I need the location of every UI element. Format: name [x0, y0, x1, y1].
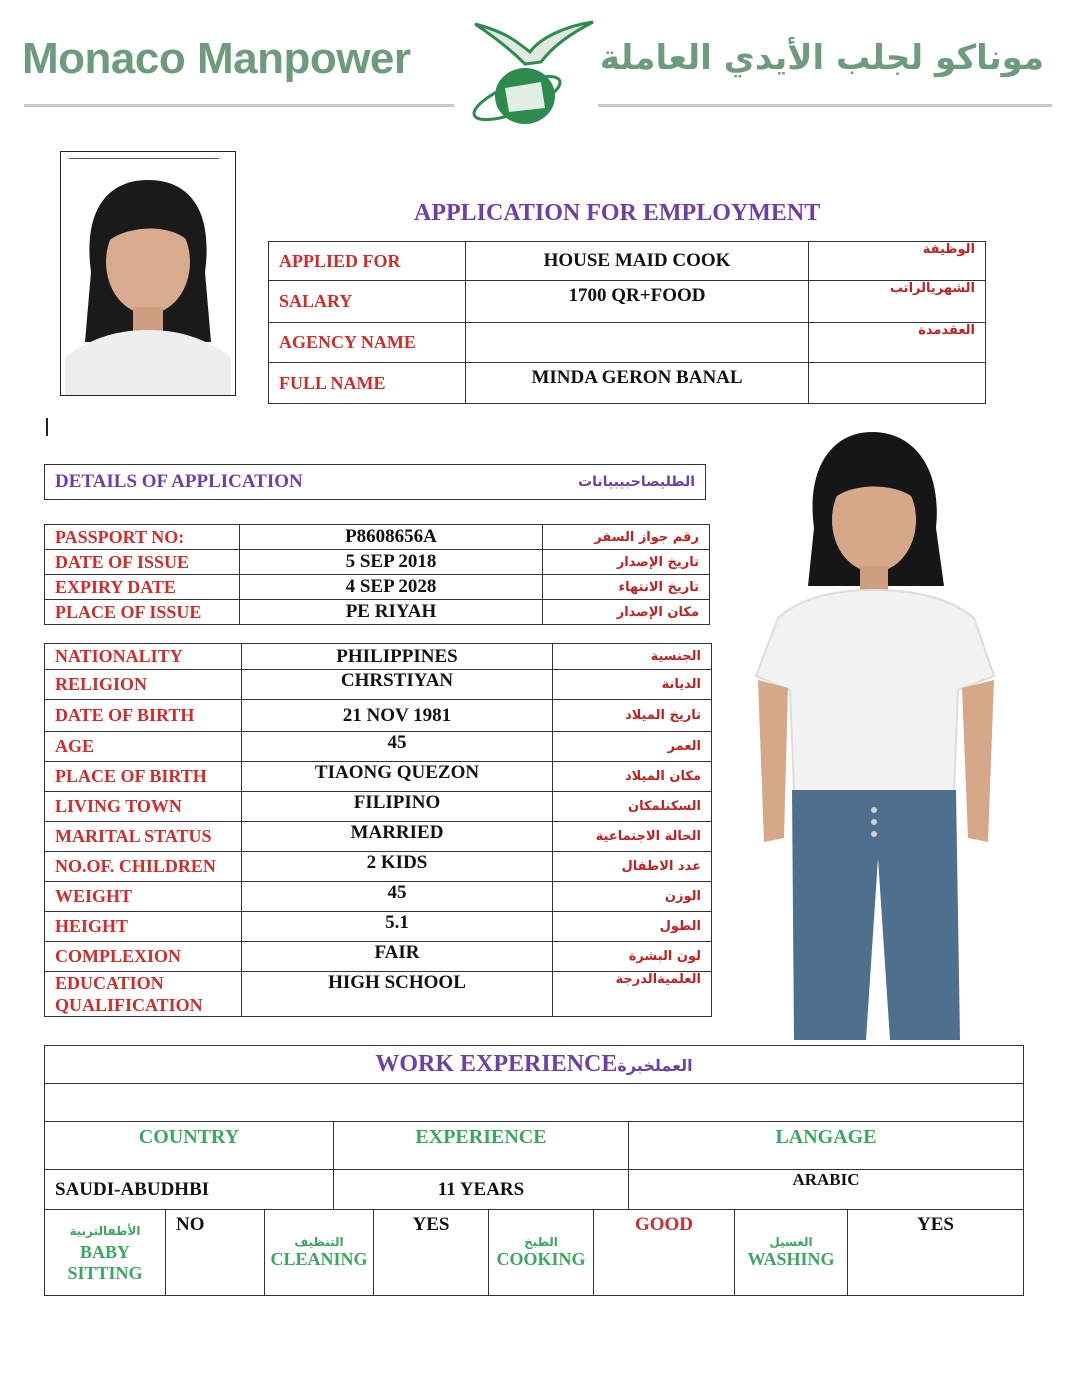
company-logo-icon — [445, 12, 605, 140]
label-expiry-date: EXPIRY DATE — [45, 575, 240, 600]
value-salary: 1700 QR+FOOD — [466, 281, 809, 323]
value-religion: CHRSTIYAN — [242, 670, 553, 700]
ar-children: عدد الاطفال — [553, 852, 712, 882]
skill-name-baby-sitting: BABY SITTING — [67, 1242, 143, 1283]
label-agency: AGENCY NAME — [269, 323, 466, 363]
skills-row — [45, 1210, 1024, 1296]
value-full-name: MINDA GERON BANAL — [466, 363, 809, 404]
label-full-name: FULL NAME — [269, 363, 466, 404]
label-height: HEIGHT — [45, 912, 242, 942]
ar-nationality: الجنسية — [553, 644, 712, 670]
label-living-town: LIVING TOWN — [45, 792, 242, 822]
skill-value-baby-sitting: NO — [166, 1210, 265, 1296]
value-date-of-birth: 21 NOV 1981 — [242, 700, 553, 732]
value-place-of-birth: TIAONG QUEZON — [242, 762, 553, 792]
label-date-of-birth: DATE OF BIRTH — [45, 700, 242, 732]
label-nationality: NATIONALITY — [45, 644, 242, 670]
label-education: EDUCATION QUALIFICATION — [45, 972, 242, 1017]
skill-value-washing: YES — [848, 1210, 1024, 1296]
row-place-of-birth — [45, 762, 712, 792]
details-title: DETAILS OF APPLICATION — [45, 465, 482, 500]
label-passport-no: PASSPORT NO: — [45, 525, 240, 550]
label-place-of-birth: PLACE OF BIRTH — [45, 762, 242, 792]
value-marital-status: MARRIED — [242, 822, 553, 852]
value-children: 2 KIDS — [242, 852, 553, 882]
page-title: APPLICATION FOR EMPLOYMENT — [414, 200, 821, 226]
company-name-ar: موناكو لجلب الأيدي العاملة — [599, 38, 1044, 78]
ar-applied-for: الوظيفة — [809, 242, 986, 281]
ar-agency: العقدمدة — [809, 323, 986, 363]
ar-age: العمر — [553, 732, 712, 762]
skill-ar-cleaning: التنظيف — [294, 1235, 344, 1249]
row-weight — [45, 882, 712, 912]
value-complexion: FAIR — [242, 942, 553, 972]
label-religion: RELIGION — [45, 670, 242, 700]
row-education — [45, 972, 712, 1017]
passport-table — [44, 524, 710, 625]
value-education: HIGH SCHOOL — [242, 972, 553, 1017]
value-expiry-date: 4 SEP 2028 — [240, 575, 543, 600]
work-title-row — [45, 1046, 1024, 1084]
ar-expiry-date: تاريخ الانتهاء — [543, 575, 710, 600]
header-country: COUNTRY — [45, 1122, 334, 1170]
application-table — [268, 241, 986, 404]
row-date-of-birth — [45, 700, 712, 732]
row-date-of-issue — [45, 550, 710, 575]
details-header — [44, 464, 706, 500]
row-nationality — [45, 644, 712, 670]
value-language: ARABIC — [629, 1170, 1024, 1210]
ar-salary: الشهريالراتب — [809, 281, 986, 323]
label-children: NO.OF. CHILDREN — [45, 852, 242, 882]
work-experience-table — [44, 1045, 1024, 1210]
ar-height: الطول — [553, 912, 712, 942]
ar-weight: الوزن — [553, 882, 712, 912]
skill-name-cooking: COOKING — [496, 1249, 586, 1269]
ar-marital-status: الحالة الاجتماعية — [553, 822, 712, 852]
row-salary — [269, 281, 986, 323]
ar-full-name — [809, 363, 986, 404]
skills-table — [44, 1209, 1024, 1296]
label-salary: SALARY — [269, 281, 466, 323]
work-header-row — [45, 1122, 1024, 1170]
ar-religion: الديانة — [553, 670, 712, 700]
work-title-ar: العملخبرة — [617, 1056, 693, 1075]
ar-passport-no: رقم جواز السفر — [543, 525, 710, 550]
skill-ar-baby-sitting: الأطفالتربية — [69, 1224, 141, 1238]
value-height: 5.1 — [242, 912, 553, 942]
row-passport-no — [45, 525, 710, 550]
header-experience: EXPERIENCE — [334, 1122, 629, 1170]
label-place-of-issue: PLACE OF ISSUE — [45, 600, 240, 625]
ar-living-town: السكنلمكان — [553, 792, 712, 822]
ar-date-of-issue: تاريخ الإصدار — [543, 550, 710, 575]
work-blank-row — [45, 1084, 1024, 1122]
value-nationality: PHILIPPINES — [242, 644, 553, 670]
skill-name-washing: WASHING — [747, 1249, 835, 1269]
value-weight: 45 — [242, 882, 553, 912]
row-religion — [45, 670, 712, 700]
skill-label-baby-sitting — [45, 1210, 166, 1296]
label-complexion: COMPLEXION — [45, 942, 242, 972]
value-place-of-issue: PE RIYAH — [240, 600, 543, 625]
skill-value-cooking: GOOD — [594, 1210, 735, 1296]
skill-label-washing — [735, 1210, 848, 1296]
skill-ar-washing: الغسيل — [769, 1235, 813, 1249]
value-passport-no: P8608656A — [240, 525, 543, 550]
work-title-cell — [45, 1046, 1024, 1084]
value-experience: 11 YEARS — [334, 1170, 629, 1210]
header-language: LANGAGE — [629, 1122, 1024, 1170]
label-age: AGE — [45, 732, 242, 762]
full-body-photo — [722, 418, 1032, 1040]
row-height — [45, 912, 712, 942]
work-title: WORK EXPERIENCE — [375, 1051, 618, 1077]
skill-label-cleaning — [265, 1210, 374, 1296]
ar-education: العلميةالدرجة — [553, 972, 712, 1017]
row-complexion — [45, 942, 712, 972]
row-agency — [269, 323, 986, 363]
value-age: 45 — [242, 732, 553, 762]
personal-table — [44, 643, 712, 1017]
value-applied-for: HOUSE MAID COOK — [466, 242, 809, 281]
label-applied-for: APPLIED FOR — [269, 242, 466, 281]
row-expiry-date — [45, 575, 710, 600]
value-agency — [466, 323, 809, 363]
row-children — [45, 852, 712, 882]
value-living-town: FILIPINO — [242, 792, 553, 822]
skill-name-cleaning: CLEANING — [270, 1249, 368, 1269]
row-full-name — [269, 363, 986, 404]
header-rule-left — [24, 104, 454, 107]
label-marital-status: MARITAL STATUS — [45, 822, 242, 852]
ar-date-of-birth: تاريخ الميلاد — [553, 700, 712, 732]
skill-ar-cooking: الطبخ — [524, 1235, 558, 1249]
label-weight: WEIGHT — [45, 882, 242, 912]
details-title-ar: الطليصاحبيبيانات — [482, 465, 706, 500]
header-rule-right — [598, 104, 1052, 107]
row-age — [45, 732, 712, 762]
ar-place-of-issue: مكان الإصدار — [543, 600, 710, 625]
company-name-en: Monaco Manpower — [22, 34, 411, 83]
passport-photo — [60, 151, 236, 396]
label-date-of-issue: DATE OF ISSUE — [45, 550, 240, 575]
skill-value-cleaning: YES — [374, 1210, 489, 1296]
row-place-of-issue — [45, 600, 710, 625]
ar-place-of-birth: مكان الميلاد — [553, 762, 712, 792]
text-cursor — [46, 418, 48, 436]
row-living-town — [45, 792, 712, 822]
work-data-row — [45, 1170, 1024, 1210]
row-marital-status — [45, 822, 712, 852]
skill-label-cooking — [489, 1210, 594, 1296]
portrait-photo-icon — [61, 152, 235, 395]
value-date-of-issue: 5 SEP 2018 — [240, 550, 543, 575]
value-country: SAUDI-ABUDHBI — [45, 1170, 334, 1210]
row-applied-for — [269, 242, 986, 281]
photo-top-line — [69, 158, 219, 159]
ar-complexion: لون البشرة — [553, 942, 712, 972]
